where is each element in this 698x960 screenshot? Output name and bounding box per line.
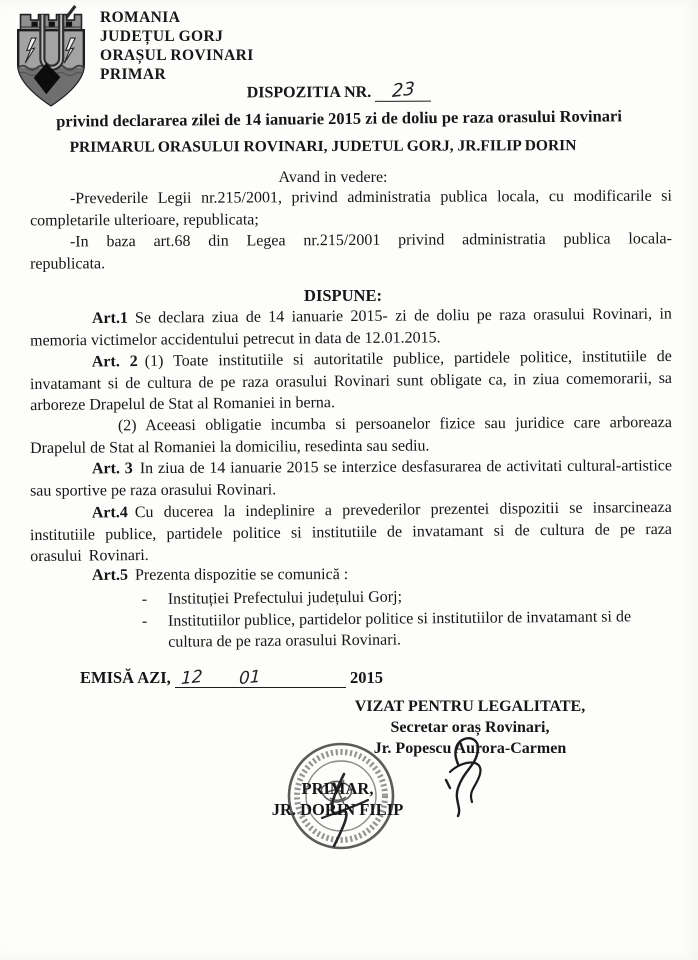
legal-visa-name: Jr. Popescu Aurora-Carmen (373, 740, 567, 757)
article-4-text: Cu ducerea la indeplinire a prevederilor prezentei dispozitii se insarcineaza institutiile publice, partidele politice si institutiile de invatamant si de cultura de pe raza orasului Rovinari. (29, 498, 673, 565)
article-2-paragraph-2: (2) Aceeasi obligatie incumba si persoanelor fizice sau juridice care arboreaza Drapelul de Stat al Romaniei la domiciliu, resedinta sau sediu. (30, 413, 672, 456)
legal-visa-role: Secretar oraș Rovinari, (390, 719, 550, 736)
legal-visa-title: VIZAT PENTRU LEGALITATE, (354, 698, 586, 715)
article-3 (30, 455, 672, 501)
consideration-1: -Prevederile Legii nr.215/2001, privind administratia publica locala, cu modificarile si completarile ulterioare, republicata; (30, 187, 672, 229)
letterhead-office: PRIMAR (100, 66, 167, 83)
handwritten-day: 12 (180, 666, 203, 690)
article-2-text: (1) Toate institutiile si autoritatile publice, partidele politice, institutiile de invatamant si de cultura de pe raza orasului Rovinari sunt obligate ca, in ziua comemorarii, sa arboreze Drapelul de Stat al Romaniei in berna. (29, 347, 673, 415)
letterhead (8, 4, 254, 108)
disposition-label: DISPOZITIA NR. (246, 83, 372, 102)
distribution-item-1: - Instituției Prefectului județului Gorj; (142, 583, 672, 610)
letterhead-text (100, 8, 254, 84)
mayor-name: JR. DORIN FILIP (271, 800, 404, 819)
article-5-label: Art.5 (91, 566, 129, 584)
article-1-label: Art.1 (91, 309, 128, 328)
article-4-label: Art.4 (91, 503, 128, 521)
article-1 (30, 303, 672, 351)
letterhead-city: ORAȘUL ROVINARI (100, 47, 254, 64)
article-5-text: Prezenta dispozitie se comunică : (134, 566, 349, 584)
letterhead-county: JUDEȚUL GORJ (100, 28, 224, 45)
disposition-subject: privind declararea zilei de 14 ianuarie 2015 zi de doliu pe raza orasului Rovinari (56, 106, 622, 131)
article-1-text: Se declara ziua de 14 ianuarie 2015- zi de doliu pe raza orasului Rovinari, in memoria victimelor accidentului petrecut in data de 12.01.2015. (30, 305, 672, 350)
article-3-text: In ziua de 14 ianuarie 2015 se interzice desfasurarea de activitati cultural-artistice sau sportive pe raza orasului Rovinari. (30, 456, 672, 499)
signature-area (30, 696, 672, 864)
mayor-block (220, 778, 455, 820)
issuer-line: PRIMARUL ORASULUI ROVINARI, JUDETUL GORJ, JR.FILIP DORIN (69, 137, 577, 156)
consideration-2: -In baza art.68 din Legea nr.215/2001 privind administratia publica locala- republicata. (30, 230, 672, 273)
article-5 (30, 563, 672, 587)
letterhead-country: ROMANIA (100, 9, 181, 26)
mayor-title: PRIMAR, (301, 779, 374, 798)
handwritten-number: 23 (391, 78, 415, 103)
issued-label: EMISĂ AZI, (80, 668, 171, 687)
handwritten-month: 01 (238, 666, 261, 690)
issued-line (30, 668, 672, 688)
issued-year: 2015 (350, 668, 384, 687)
operative-heading: DISPUNE: (304, 286, 382, 305)
date-blank (175, 666, 346, 690)
article-4 (30, 496, 673, 567)
distribution-list (30, 583, 673, 654)
preamble-heading: Avand in vedere: (278, 169, 388, 186)
article-3-label: Art. 3 (91, 459, 133, 477)
article-2-paragraph-1 (30, 346, 673, 417)
article-2-label: Art. 2 (91, 353, 138, 371)
number-blank (375, 78, 431, 103)
distribution-item-2: - Institutiilor publice, partidelor politice si institutiilor de invatamant si de cultura de pe raza orasului Rovinari. (142, 605, 672, 653)
coat-of-arms-icon (8, 4, 94, 108)
